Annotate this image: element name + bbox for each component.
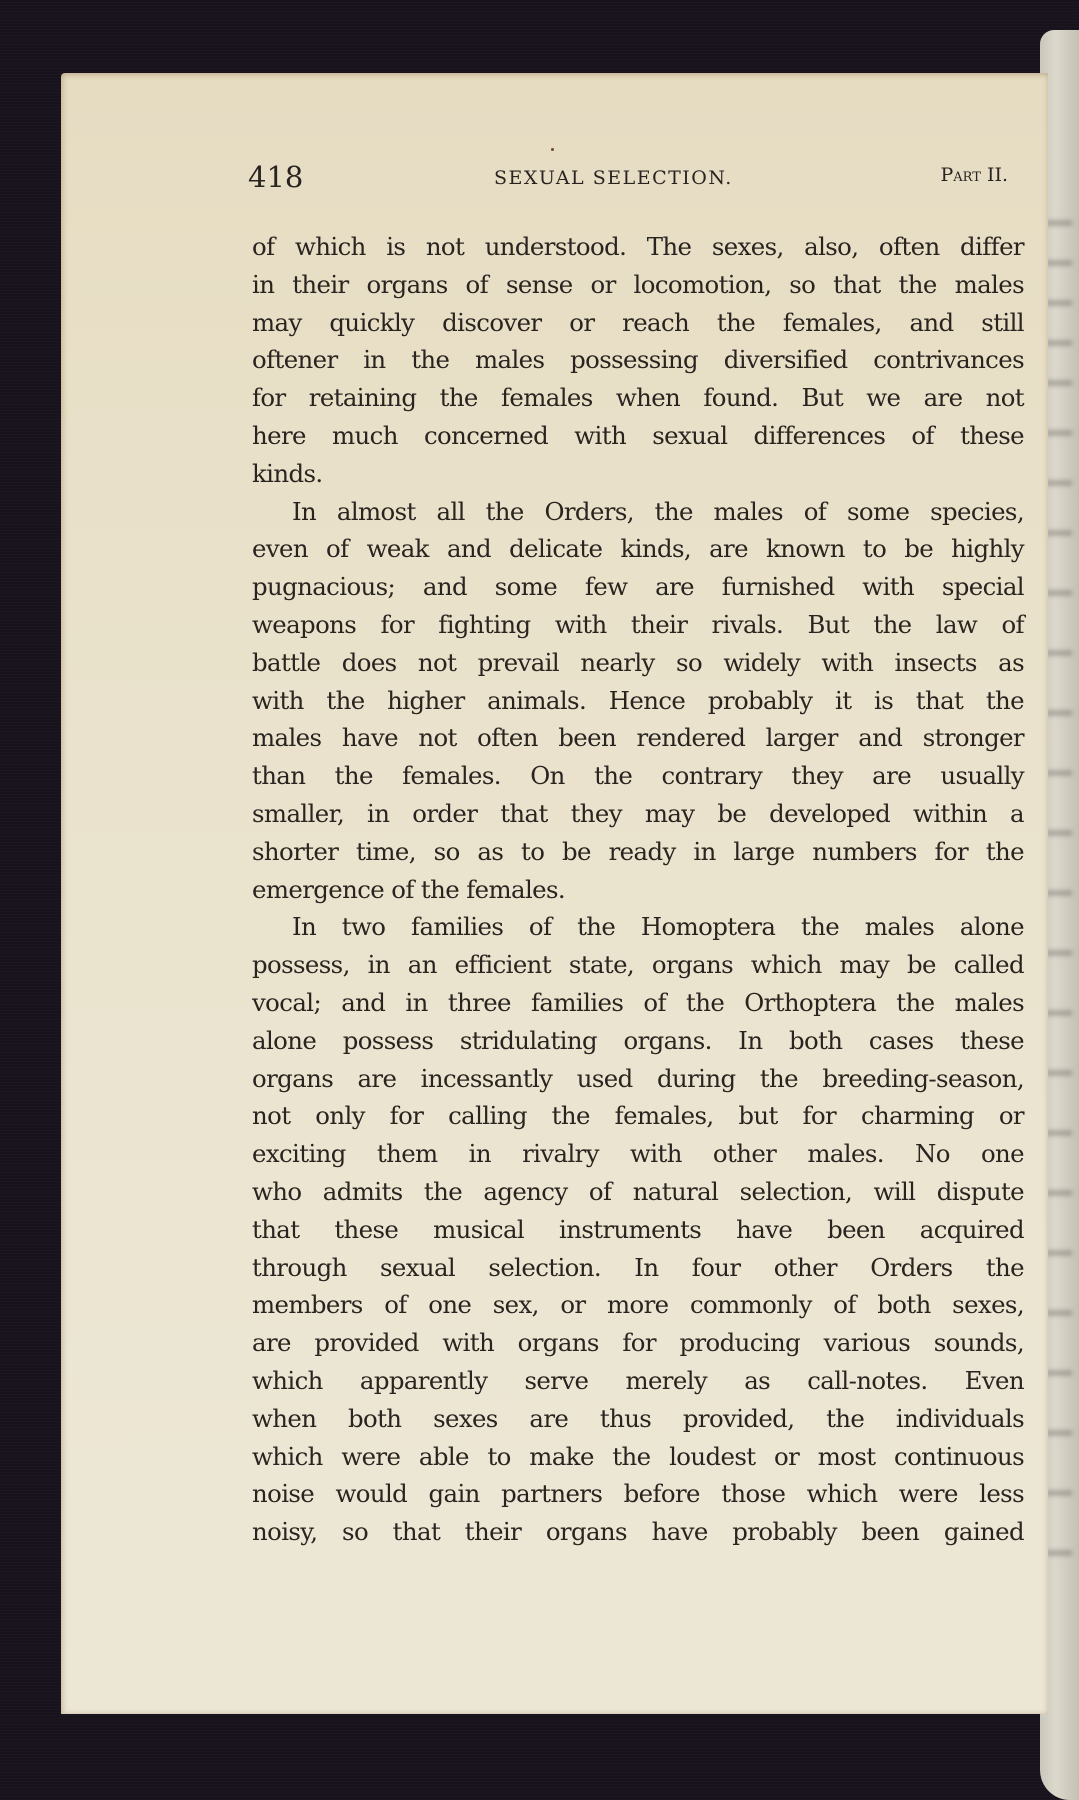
text-line: with the higher animals. Hence probably it is that the xyxy=(252,685,1024,715)
text-line: organs are incessantly used during the breeding-season, xyxy=(252,1063,1024,1093)
text-line: that these musical instruments have been acquired xyxy=(252,1214,1024,1244)
text-line: in their organs of sense or locomotion, so that the males xyxy=(252,269,1024,299)
text-line: than the females. On the contrary they are usually xyxy=(252,761,1024,791)
text-line: may quickly discover or reach the females, and still xyxy=(252,307,1024,337)
text-line: noisy, so that their organs have probably been gained xyxy=(252,1517,1024,1547)
text-line: possess, in an efficient state, organs which may be called xyxy=(252,950,1024,980)
text-line: not only for calling the females, but for charming or xyxy=(252,1101,1024,1131)
text-line: vocal; and in three families of the Orthoptera the males xyxy=(252,987,1024,1017)
text-line: In two families of the Homoptera the males alone xyxy=(292,912,1024,942)
body-text xyxy=(252,228,1024,1551)
text-line: emergence of the females. xyxy=(252,874,566,904)
text-line: members of one sex, or more commonly of both sexes, xyxy=(252,1290,1024,1320)
running-title: SEXUAL SELECTION. xyxy=(494,167,733,189)
text-line: when both sexes are thus provided, the individuals xyxy=(252,1403,1024,1433)
text-line: exciting them in rivalry with other males. No one xyxy=(252,1139,1024,1169)
running-header xyxy=(248,160,1018,200)
text-line: through sexual selection. In four other Orders the xyxy=(252,1252,1024,1282)
text-line: males have not often been rendered larger and stronger xyxy=(252,723,1024,753)
text-line: oftener in the males possessing diversified contrivances xyxy=(252,345,1024,375)
text-line: even of weak and delicate kinds, are known to be highly xyxy=(252,534,1024,564)
text-line: who admits the agency of natural selection, will dispute xyxy=(252,1176,1024,1206)
text-line: alone possess stridulating organs. In both cases these xyxy=(252,1025,1024,1055)
text-line: of which is not understood. The sexes, also, often differ xyxy=(252,232,1024,261)
text-line: for retaining the females when found. But we are not xyxy=(252,383,1024,413)
text-line: In almost all the Orders, the males of some species, xyxy=(292,496,1024,526)
text-line: which were able to make the loudest or most continuous xyxy=(252,1441,1024,1471)
text-line: noise would gain partners before those which were less xyxy=(252,1479,1024,1509)
paragraph xyxy=(252,493,1024,909)
paragraph xyxy=(252,908,1024,1551)
text-line: smaller, in order that they may be developed within a xyxy=(252,798,1024,828)
text-line: shorter time, so as to be ready in large numbers for the xyxy=(252,836,1024,866)
text-line: are provided with organs for producing various sounds, xyxy=(252,1328,1024,1358)
text-line: here much concerned with sexual differences of these xyxy=(252,420,1024,450)
text-line: which apparently serve merely as call-notes. Even xyxy=(252,1365,1024,1395)
page-number: 418 xyxy=(248,160,304,194)
text-line: kinds. xyxy=(252,458,323,488)
text-line: pugnacious; and some few are furnished with special xyxy=(252,572,1024,602)
part-label: Part II. xyxy=(940,164,1008,186)
text-line: weapons for fighting with their rivals. But the law of xyxy=(252,609,1024,639)
paragraph xyxy=(252,228,1024,493)
text-line: battle does not prevail nearly so widely with insects as xyxy=(252,647,1024,677)
